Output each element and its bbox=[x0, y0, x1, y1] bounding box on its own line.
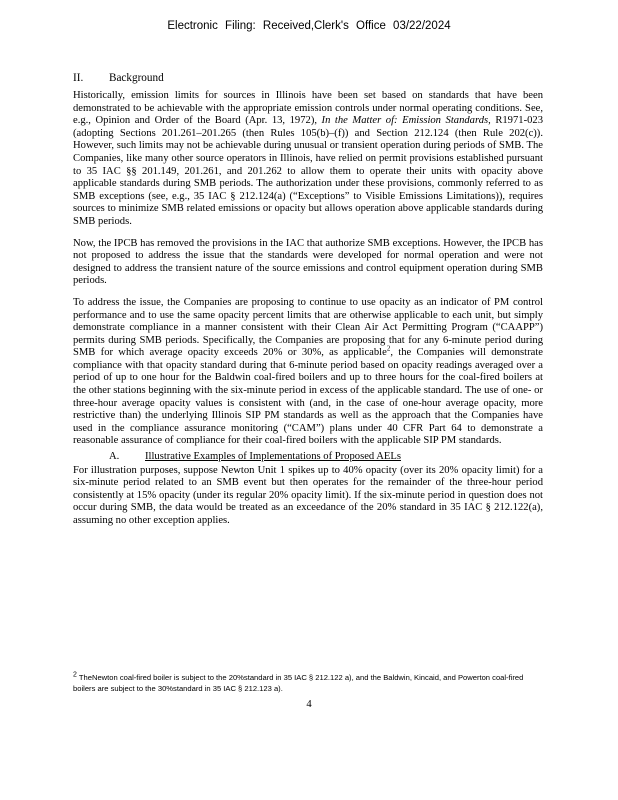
footnote-reference: 2 bbox=[386, 344, 391, 353]
footnote bbox=[73, 672, 543, 694]
subsection-number: A. bbox=[109, 451, 120, 463]
subsection-title: Illustrative Examples of Implementations of Proposed AELs bbox=[145, 451, 401, 463]
section-number: II. bbox=[73, 72, 84, 84]
paragraph-background-history bbox=[73, 90, 543, 229]
filing-stamp-header: Electronic Filing: Received,Clerk's Office 03/22/2024 bbox=[167, 20, 451, 32]
case-citation-italic: In the Matter of: Emission Standards, bbox=[321, 115, 491, 127]
section-title: Background bbox=[109, 72, 164, 84]
footnote-mark: 2 bbox=[73, 671, 77, 679]
document-body bbox=[73, 72, 543, 537]
page-number: 4 bbox=[306, 699, 312, 710]
footnote-text: TheNewton coal-fired boiler is subject to the 20%standard in 35 IAC § 212.122 a), and the Baldwin, Kincaid, and Powerton coal-fired boilers are subject to the 30%standard in 35 IAC § 212.123 a). bbox=[73, 673, 524, 693]
paragraph-text: , the Companies will demonstrate compliance with that opacity standard during that 6-minute period based on opacity readings averaged over a period of up to one hour for the Baldwin coal-fired boilers and up to three hours for the coal-fired boilers at the other stations beginning with the six-minute period in excess of the applicable standard. The use of one- or three-hour average opacity values is consistent with (and, in the case of one-hour average opacity, more restrictive than) the underlying Illinois SIP PM standards as well as the approach that the Companies have used in the compliance assurance monitoring (“CAM”) plans under 40 CFR Part 64 to demonstrate a reasonable assurance of compliance for their coal-fired boilers with the applicable SIP PM standards. bbox=[73, 347, 544, 447]
paragraph-text: R1971-023 (adopting Sections 201.261–201.265 (then Rules 105(b)–(f)) and Section 212.124 (then Rule 202(c)). However, such limits may not be achievable during unusual or transient operation during periods of SMB. The Companies, like many other source operators in Illinois, have relied on permit provisions established pursuant to 35 IAC §§ 201.149, 201.261, and 201.262 to allow them to operate their units with opacity above applicable standards during SMB periods. The authorization under these provisions, commonly referred to as SMB exceptions (see, e.g., 35 IAC § 212.124(a) (“Exceptions” to Visible Emissions Limitations)), requires sources to minimize SMB related emissions or opacity but allows operation above applicable standards during SMB periods. bbox=[73, 115, 543, 227]
section-heading bbox=[73, 72, 543, 84]
paragraph-illustration: For illustration purposes, suppose Newton Unit 1 spikes up to 40% opacity (over its 20% opacity limit) for a six-minute period related to an SMB event but then operates for the remainder of the three-hour period consistently at 15% opacity (under its regular 20% opacity limit). If the six-minute period in question does not occur during SMB, the data would be treated as an exceedance of the 20% standard in 35 IAC § 212.122(a), assuming no other exception applies. bbox=[73, 464, 543, 526]
paragraph-text: To address the issue, the Companies are proposing to continue to use opacity as an indicator of PM control performance and to use the same opacity percent limits that are otherwise applicable to each unit, but simply demonstrate compliance in a manner consistent with their Clean Air Act Permitting Program (“CAAPP”) permits during SMB periods. Specifically, the Companies are proposing that for any 6-minute period during SMB for which average opacity exceeds 20% or 30%, as applicable bbox=[73, 296, 543, 359]
paragraph-text: Historically, emission limits for sources in Illinois have been set based on standards that have been demonstrated to be achievable with the appropriate emission controls under normal operating conditions. See, e.g., Opinion and Order of the Board (Apr. 13, 1972), bbox=[73, 90, 543, 127]
paragraph-proposal bbox=[73, 297, 543, 448]
paragraph-ipcb-removal: Now, the IPCB has removed the provisions in the IAC that authorize SMB exceptions. However, the IPCB has not proposed to address the issue that the standards were developed for normal operation and were not designed to address the transient nature of the source emissions and control equipment operation during SMB periods. bbox=[73, 237, 543, 287]
subsection-heading bbox=[109, 451, 543, 464]
